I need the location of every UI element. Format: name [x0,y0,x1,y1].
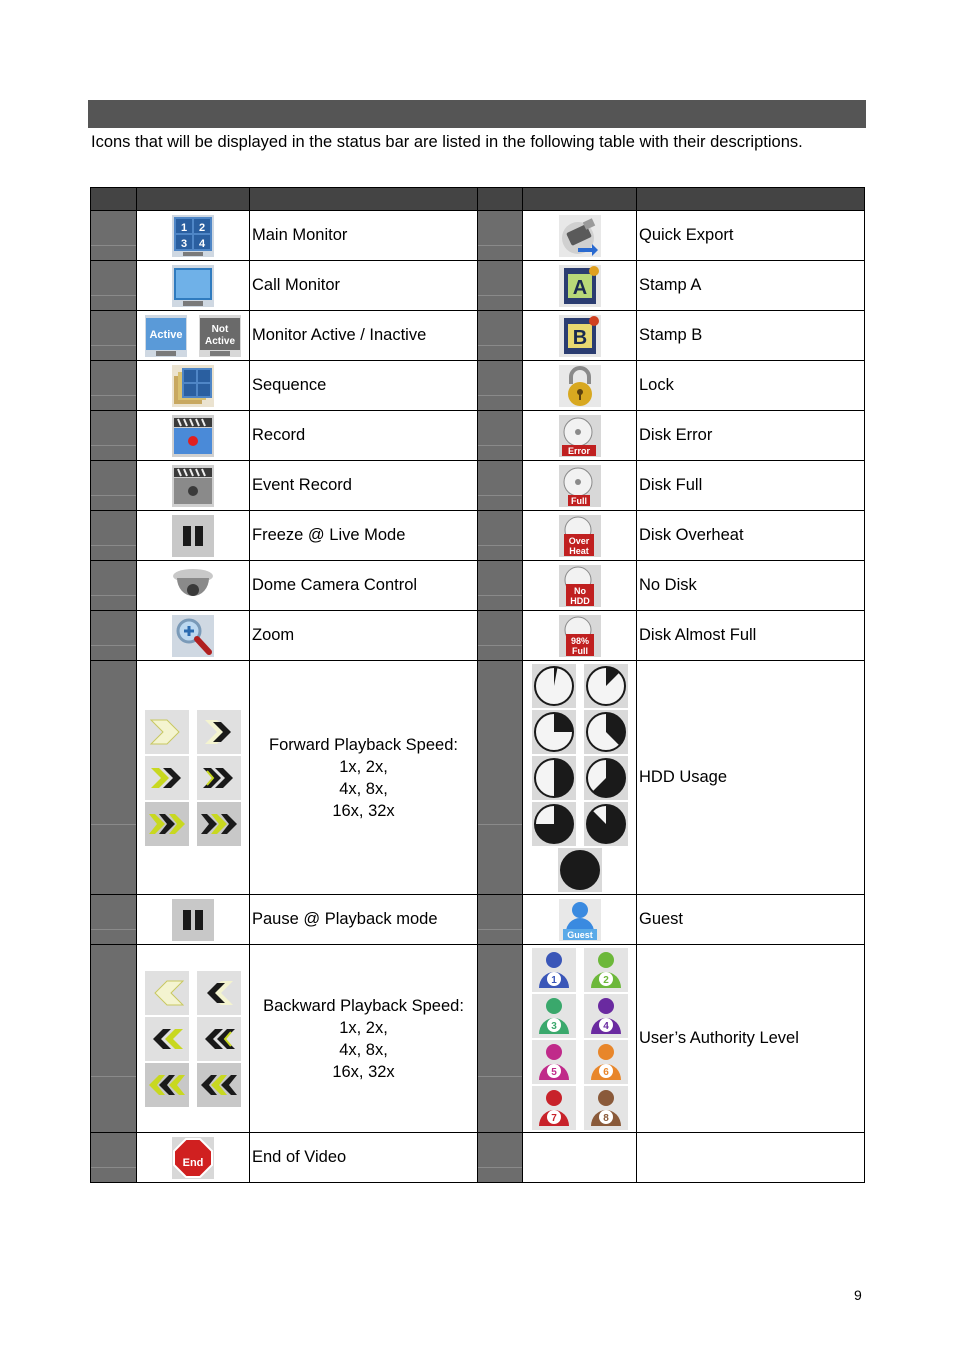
table-row [91,311,865,361]
monitor-active-icon [144,314,188,358]
lock-icon [558,364,602,408]
forward-1x-icon [145,710,189,754]
desc-dome-camera: Dome Camera Control [250,561,478,611]
end-of-video-icon [171,1136,215,1180]
guest-icon [558,898,602,942]
table-row [91,661,865,895]
desc-stamp-b: Stamp B [637,311,865,361]
desc-hdd-usage: HDD Usage [637,661,865,895]
table-row [91,411,865,461]
hdd-usage-pie-icon [584,802,628,846]
intro-text: Icons that will be displayed in the status bar are listed in the following table with their descriptions. [91,133,803,151]
table-row [91,261,865,311]
hdd-usage-pie-icon [532,756,576,800]
table-header-row [91,188,865,211]
backward-32x-icon [197,1063,241,1107]
user-level-icon [532,994,576,1038]
forward-4x-icon [145,756,189,800]
desc-pause: Pause @ Playback mode [250,895,478,945]
end-label: End [182,1156,204,1169]
main-monitor-label-4: 4 [198,237,206,250]
hdd-usage-pie-icon [532,802,576,846]
table-row [91,561,865,611]
hdd-usage-pie-icon [584,710,628,754]
hdd-usage-pie-icon [532,710,576,754]
desc-sequence: Sequence [250,361,478,411]
disk-overheat-icon [558,514,602,558]
main-monitor-icon [171,214,215,258]
forward-32x-icon [197,802,241,846]
page-number: 9 [854,1287,862,1303]
guest-label: Guest [566,929,593,940]
desc-lock: Lock [637,361,865,411]
user-level-icon [532,948,576,992]
pause-icon [171,898,215,942]
user-level-number: 2 [602,974,609,986]
desc-record: Record [250,411,478,461]
table-row [91,945,865,1133]
desc-user-authority: User’s Authority Level [637,945,865,1133]
table-row [91,361,865,411]
desc-guest: Guest [637,895,865,945]
hdd-usage-pie-icon [584,664,628,708]
sequence-icon [171,364,215,408]
no-disk-icon [558,564,602,608]
forward-16x-icon [145,802,189,846]
table-row [91,895,865,945]
desc-disk-error: Disk Error [637,411,865,461]
active-label: Active [149,328,183,341]
no-disk-label-2: HDD [569,595,590,606]
dome-camera-icon [171,564,215,608]
forward-line-4: 16x, 32x [332,801,395,820]
forward-2x-icon [197,710,241,754]
desc-call-monitor: Call Monitor [250,261,478,311]
forward-8x-icon [197,756,241,800]
user-level-number: 4 [602,1020,609,1032]
call-monitor-icon [171,264,215,308]
desc-empty [637,1133,865,1183]
status-icon-table [90,187,865,1183]
user-level-icon [532,1086,576,1130]
stamp-a-letter: A [572,276,587,299]
desc-no-disk: No Disk [637,561,865,611]
zoom-icon [171,614,215,658]
no-disk-label-1: No [573,585,586,596]
backward-line-2: 1x, 2x, [339,1018,388,1037]
backward-line-1: Backward Playback Speed: [263,996,464,1015]
user-level-number: 3 [550,1020,557,1032]
user-level-icon [584,994,628,1038]
record-icon [171,414,215,458]
table-row [91,511,865,561]
desc-disk-overheat: Disk Overheat [637,511,865,561]
user-level-icon [584,1086,628,1130]
backward-8x-icon [197,1017,241,1061]
forward-line-2: 1x, 2x, [339,757,388,776]
user-level-number: 8 [602,1112,609,1124]
stamp-a-icon [558,264,602,308]
disk-overheat-label-1: Over [568,535,589,546]
hdd-usage-pie-icon [584,756,628,800]
user-level-number: 5 [550,1066,557,1078]
event-record-icon [171,464,215,508]
desc-event-record: Event Record [250,461,478,511]
main-monitor-label-1: 1 [180,221,188,234]
hdd-usage-pie-icon [558,848,602,892]
desc-disk-almost-full: Disk Almost Full [637,611,865,661]
desc-monitor-active: Monitor Active / Inactive [250,311,478,361]
hdd-usage-icons [523,661,637,895]
desc-end-of-video: End of Video [250,1133,478,1183]
user-level-number: 7 [550,1112,557,1124]
table-row [91,611,865,661]
not-active-label-1: Not [211,323,229,335]
user-level-icon [532,1040,576,1084]
monitor-inactive-icon [198,314,242,358]
table-row [91,1133,865,1183]
disk-almost-full-icon [558,614,602,658]
desc-backward-playback [250,945,478,1133]
desc-forward-playback [250,661,478,895]
main-monitor-label-3: 3 [180,237,188,250]
user-level-icon [584,948,628,992]
backward-line-3: 4x, 8x, [339,1040,388,1059]
backward-line-4: 16x, 32x [332,1062,395,1081]
stamp-b-letter: B [572,326,587,349]
user-level-icon [584,1040,628,1084]
section-header-band [88,100,866,128]
disk-full-label: Full [570,495,587,506]
hdd-usage-pie-icon [532,664,576,708]
backward-1x-icon [145,971,189,1015]
disk-error-icon [558,414,602,458]
stamp-b-icon [558,314,602,358]
main-monitor-label-2: 2 [198,221,206,234]
user-level-number: 1 [550,974,557,986]
freeze-icon [171,514,215,558]
desc-quick-export: Quick Export [637,211,865,261]
desc-disk-full: Disk Full [637,461,865,511]
backward-speed-icons [145,971,241,1107]
backward-4x-icon [145,1017,189,1061]
user-level-number: 6 [602,1066,609,1078]
backward-2x-icon [197,971,241,1015]
forward-speed-icons [145,710,241,846]
desc-zoom: Zoom [250,611,478,661]
user-authority-icons [532,948,628,1130]
forward-line-1: Forward Playback Speed: [269,735,458,754]
backward-16x-icon [145,1063,189,1107]
disk-error-label: Error [567,445,590,456]
table-row [91,211,865,261]
not-active-label-2: Active [205,335,236,347]
disk-full-icon [558,464,602,508]
disk-almost-full-label-1: 98% [570,635,589,646]
quick-export-icon [558,214,602,258]
forward-line-3: 4x, 8x, [339,779,388,798]
desc-stamp-a: Stamp A [637,261,865,311]
disk-almost-full-label-2: Full [571,645,588,656]
desc-freeze: Freeze @ Live Mode [250,511,478,561]
table-row [91,461,865,511]
disk-overheat-label-2: Heat [568,545,589,556]
desc-main-monitor: Main Monitor [250,211,478,261]
